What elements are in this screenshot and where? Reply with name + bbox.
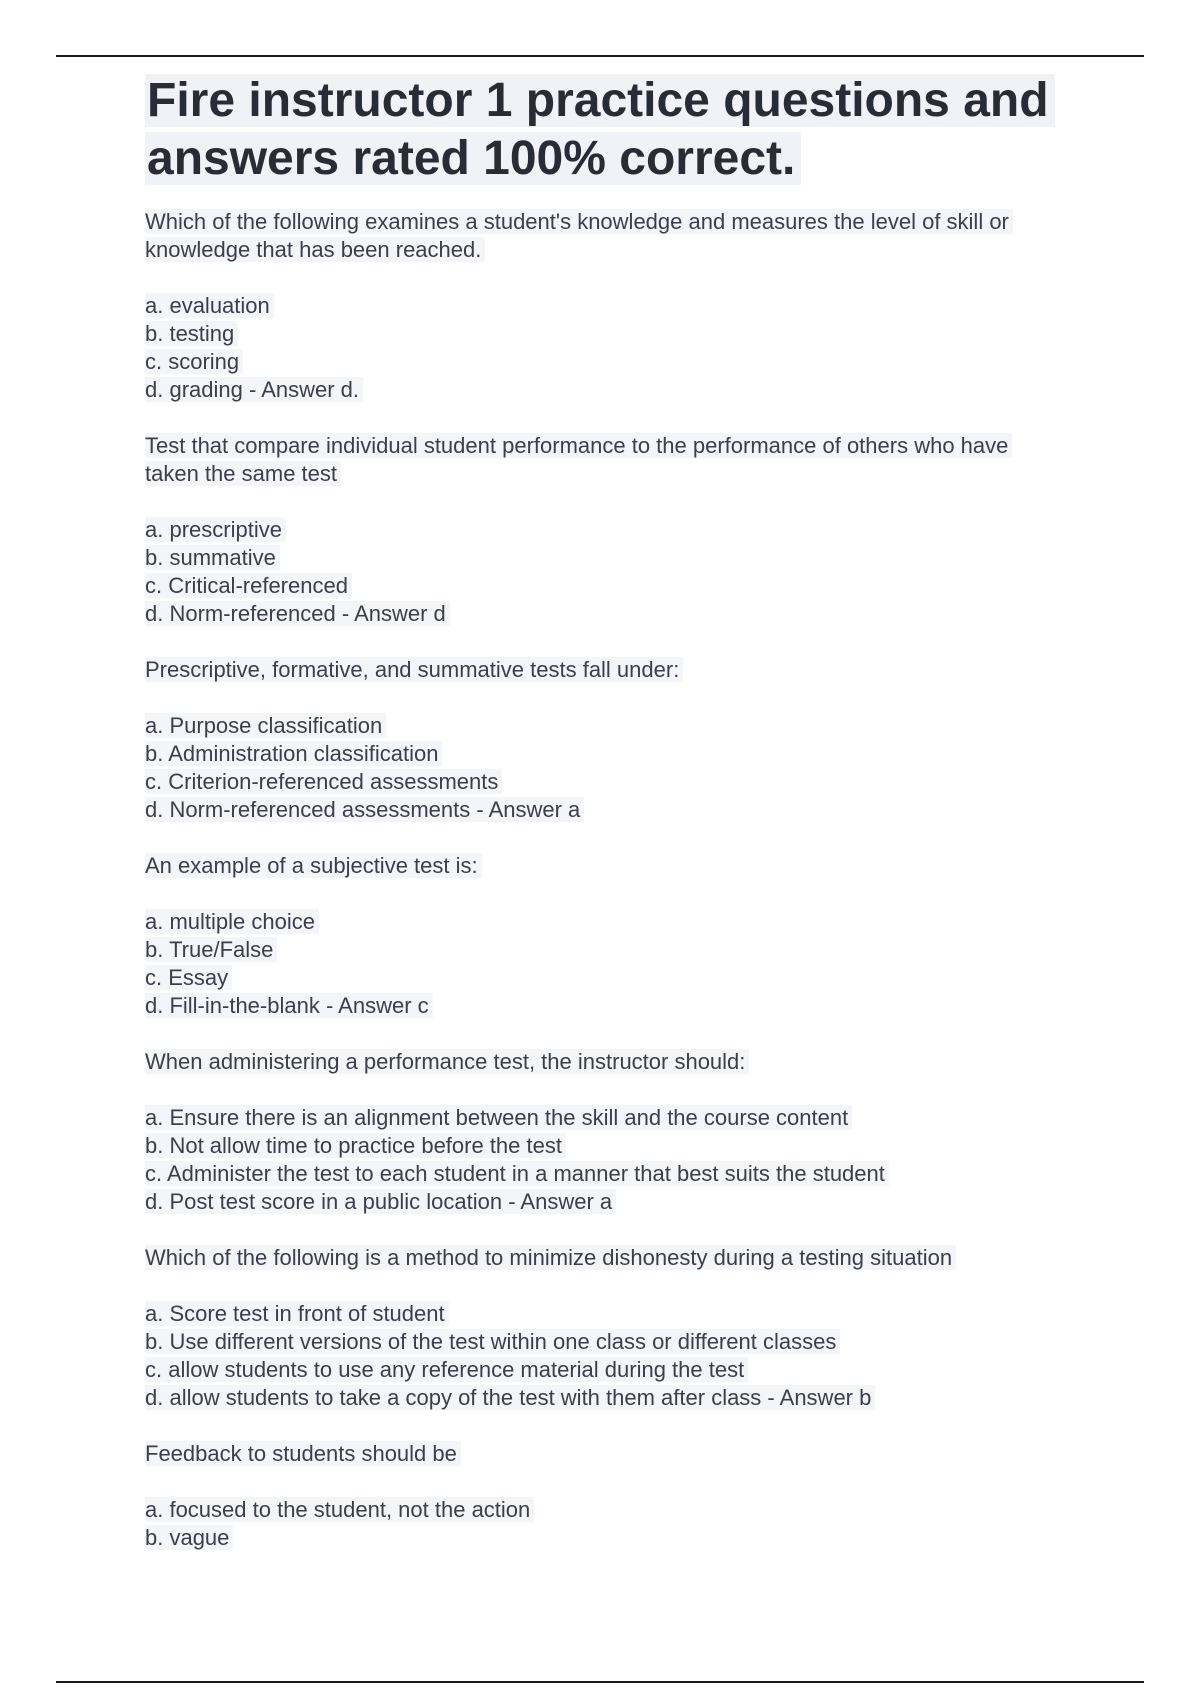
question-block	[145, 208, 1065, 404]
question-text-label: Test that compare individual student performance to the performance of others who have taken the same test	[145, 433, 1012, 486]
answer-option-label: b. summative	[145, 545, 280, 570]
answer-option	[145, 1104, 1065, 1132]
answer-option-label: d. Norm-referenced assessments - Answer a	[145, 797, 584, 822]
answer-option-label: b. Not allow time to practice before the test	[145, 1133, 566, 1158]
question-text	[145, 432, 1045, 488]
question-text-label: When administering a performance test, the instructor should:	[145, 1049, 749, 1074]
answer-option	[145, 1160, 1065, 1188]
answer-option-label: a. evaluation	[145, 293, 274, 318]
answer-options	[145, 712, 1065, 824]
answer-option-label: a. multiple choice	[145, 909, 319, 934]
answer-option	[145, 348, 1065, 376]
answer-option	[145, 740, 1065, 768]
question-text	[145, 208, 1045, 264]
answer-option	[145, 544, 1065, 572]
answer-option	[145, 320, 1065, 348]
answer-option-label: d. Post test score in a public location - Answer a	[145, 1189, 616, 1214]
answer-option	[145, 712, 1065, 740]
answer-option	[145, 600, 1065, 628]
question-list	[145, 208, 1065, 1552]
answer-option	[145, 796, 1065, 824]
answer-option-label: c. Critical-referenced	[145, 573, 352, 598]
question-block	[145, 852, 1065, 1020]
answer-option-label: b. testing	[145, 321, 238, 346]
answer-option	[145, 572, 1065, 600]
question-text	[145, 1440, 1045, 1468]
answer-option	[145, 768, 1065, 796]
answer-options	[145, 1496, 1065, 1552]
bottom-rule	[56, 1681, 1144, 1683]
question-text	[145, 1048, 1045, 1076]
question-text-label: Which of the following examines a student's knowledge and measures the level of skill or knowledge that has been reached.	[145, 209, 1013, 262]
answer-option	[145, 1384, 1065, 1412]
answer-option-label: b. True/False	[145, 937, 277, 962]
answer-option	[145, 1300, 1065, 1328]
answer-option-label: c. Essay	[145, 965, 232, 990]
top-rule	[56, 55, 1144, 57]
answer-option-label: a. focused to the student, not the action	[145, 1497, 534, 1522]
answer-option	[145, 992, 1065, 1020]
answer-option	[145, 1328, 1065, 1356]
answer-option-label: a. prescriptive	[145, 517, 286, 542]
answer-option-label: c. allow students to use any reference material during the test	[145, 1357, 748, 1382]
answer-option	[145, 292, 1065, 320]
question-text-label: Feedback to students should be	[145, 1441, 461, 1466]
question-block	[145, 1440, 1065, 1552]
answer-option-label: b. vague	[145, 1525, 233, 1550]
answer-option	[145, 936, 1065, 964]
answer-options	[145, 1104, 1065, 1216]
question-block	[145, 656, 1065, 824]
answer-option-label: d. allow students to take a copy of the test with them after class - Answer b	[145, 1385, 875, 1410]
answer-option	[145, 964, 1065, 992]
question-text	[145, 852, 1045, 880]
document-body	[145, 72, 1065, 1580]
answer-option	[145, 1356, 1065, 1384]
question-text-label: Which of the following is a method to minimize dishonesty during a testing situation	[145, 1245, 956, 1270]
question-block	[145, 1048, 1065, 1216]
question-block	[145, 432, 1065, 628]
answer-option-label: b. Use different versions of the test within one class or different classes	[145, 1329, 840, 1354]
answer-option-label: d. Norm-referenced - Answer d	[145, 601, 450, 626]
answer-option	[145, 376, 1065, 404]
question-text-label: An example of a subjective test is:	[145, 853, 482, 878]
answer-option-label: a. Purpose classification	[145, 713, 386, 738]
answer-option	[145, 1524, 1065, 1552]
answer-options	[145, 292, 1065, 404]
answer-option-label: d. Fill-in-the-blank - Answer c	[145, 993, 433, 1018]
answer-option-label: c. Criterion-referenced assessments	[145, 769, 502, 794]
question-block	[145, 1244, 1065, 1412]
answer-option-label: c. scoring	[145, 349, 243, 374]
question-text	[145, 656, 1045, 684]
document-title: Fire instructor 1 practice questions and answers rated 100% correct.	[145, 74, 1055, 185]
question-text-label: Prescriptive, formative, and summative tests fall under:	[145, 657, 683, 682]
answer-option-label: c. Administer the test to each student in a manner that best suits the student	[145, 1161, 889, 1186]
answer-option	[145, 908, 1065, 936]
answer-option	[145, 1188, 1065, 1216]
answer-option-label: a. Score test in front of student	[145, 1301, 449, 1326]
answer-option-label: d. grading - Answer d.	[145, 377, 363, 402]
answer-options	[145, 908, 1065, 1020]
answer-option-label: a. Ensure there is an alignment between the skill and the course content	[145, 1105, 852, 1130]
answer-option-label: b. Administration classification	[145, 741, 442, 766]
title-block	[145, 72, 1060, 188]
answer-options	[145, 516, 1065, 628]
answer-options	[145, 1300, 1065, 1412]
answer-option	[145, 516, 1065, 544]
answer-option	[145, 1496, 1065, 1524]
answer-option	[145, 1132, 1065, 1160]
question-text	[145, 1244, 1045, 1272]
